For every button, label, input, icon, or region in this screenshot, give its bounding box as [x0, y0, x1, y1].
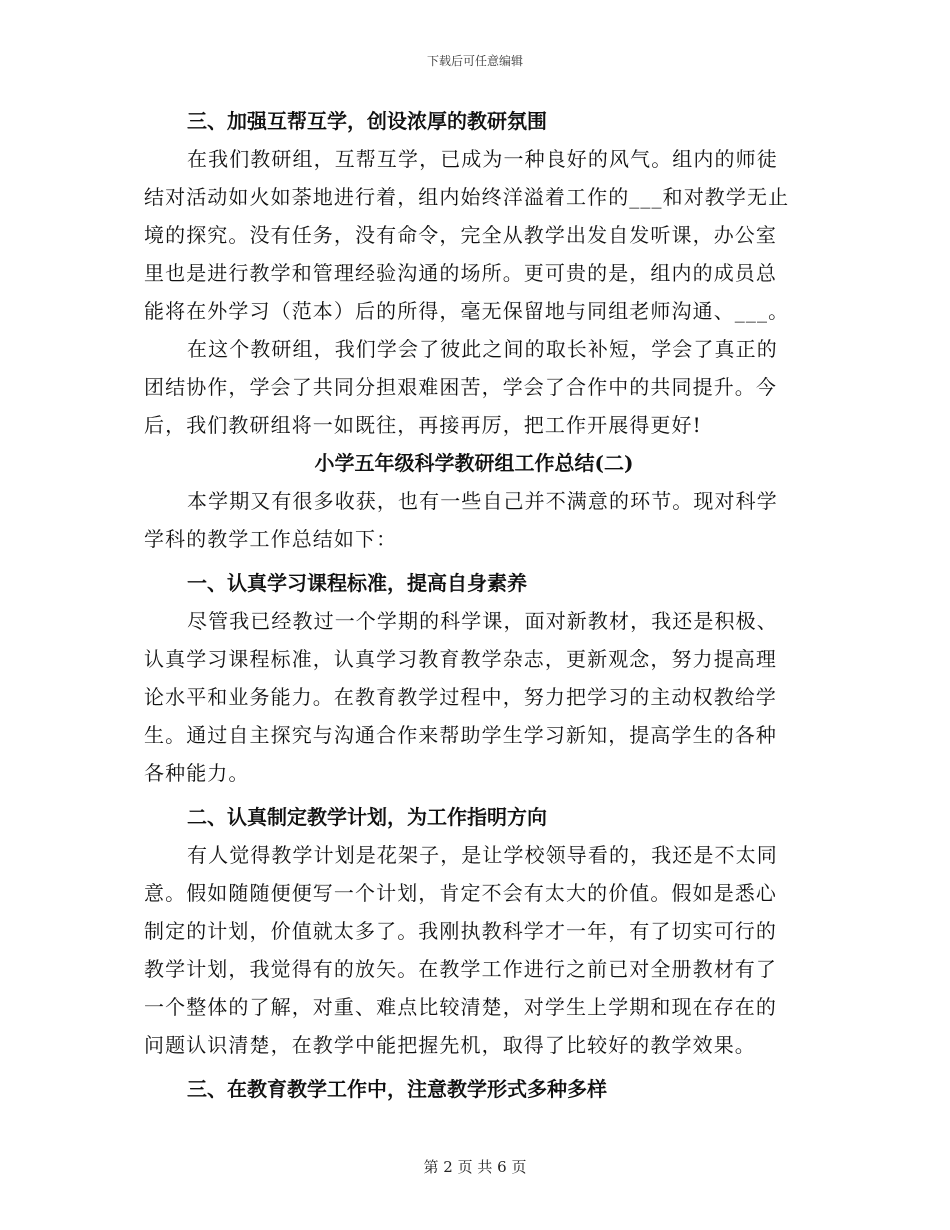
section-heading-teaching-forms: 三、在教育教学工作中，注意教学形式多种多样: [187, 1077, 607, 1101]
text-line: 境的探究。没有任务，没有命令，完全从教学出发自发听课，办公室: [144, 223, 777, 247]
document-subtitle: 小学五年级科学教研组工作总结(二): [314, 451, 634, 475]
text-line: 生。通过自主探究与沟通合作来帮助学生学习新知，提高学生的各种: [144, 723, 777, 747]
text-line: 各种能力。: [144, 761, 250, 785]
text-line: 问题认识清楚，在教学中能把握先机，取得了比较好的教学效果。: [144, 1033, 756, 1057]
page-number: 第 2 页 共 6 页: [423, 1158, 527, 1176]
text-line: 有人觉得教学计划是花架子，是让学校领导看的，我还是不太同: [187, 843, 778, 867]
text-line: 论水平和业务能力。在教育教学过程中，努力把学习的主动权教给学: [144, 685, 777, 709]
text-line: 教学计划，我觉得有的放矢。在教学工作进行之前已对全册教材有了: [144, 957, 777, 981]
page-header-note: 下载后可任意编辑: [426, 54, 523, 68]
text-line: 尽管我已经教过一个学期的科学课，面对新教材，我还是积极、: [187, 609, 778, 633]
paragraph-intro: [144, 482, 804, 558]
section-heading-collaboration: 三、加强互帮互学，创设浓厚的教研氛围: [187, 109, 547, 133]
text-line: 结对活动如火如荼地进行着，组内始终洋溢着工作的___和对教学无止: [144, 185, 790, 209]
text-line: 在我们教研组，互帮互学，已成为一种良好的风气。组内的师徒: [187, 147, 778, 171]
text-line: 制定的计划，价值就太多了。我刚执教科学才一年，有了切实可行的: [144, 919, 777, 943]
section-heading-planning: 二、认真制定教学计划，为工作指明方向: [187, 805, 547, 829]
paragraph-mutual-help: [144, 140, 804, 330]
text-line: 认真学习课程标准，认真学习教育教学杂志，更新观念，努力提高理: [144, 647, 777, 671]
text-line: 后，我们教研组将一如既往，再接再厉，把工作开展得更好!: [144, 413, 702, 437]
paragraph-curriculum-study: [144, 602, 804, 792]
text-line: 里也是进行教学和管理经验沟通的场所。更可贵的是，组内的成员总: [144, 261, 777, 285]
text-line: 能将在外学习（范本）后的所得，毫无保留地与同组老师沟通、___。: [144, 299, 790, 323]
paragraph-teaching-plan: [144, 836, 804, 1064]
document-body: [144, 102, 804, 1108]
section-heading-curriculum: 一、认真学习课程标准，提高自身素养: [187, 571, 527, 595]
text-line: 在这个教研组，我们学会了彼此之间的取长补短，学会了真正的: [187, 337, 778, 361]
paragraph-teamwork: [144, 330, 804, 444]
text-line: 团结协作，学会了共同分担艰难困苦，学会了合作中的共同提升。今: [144, 375, 777, 399]
text-line: 学科的教学工作总结如下：: [144, 527, 398, 551]
text-line: 本学期又有很多收获，也有一些自己并不满意的环节。现对科学: [187, 489, 778, 513]
text-line: 一个整体的了解，对重、难点比较清楚，对学生上学期和现在存在的: [144, 995, 777, 1019]
text-line: 意。假如随随便便写一个计划，肯定不会有太大的价值。假如是悉心: [144, 881, 777, 905]
